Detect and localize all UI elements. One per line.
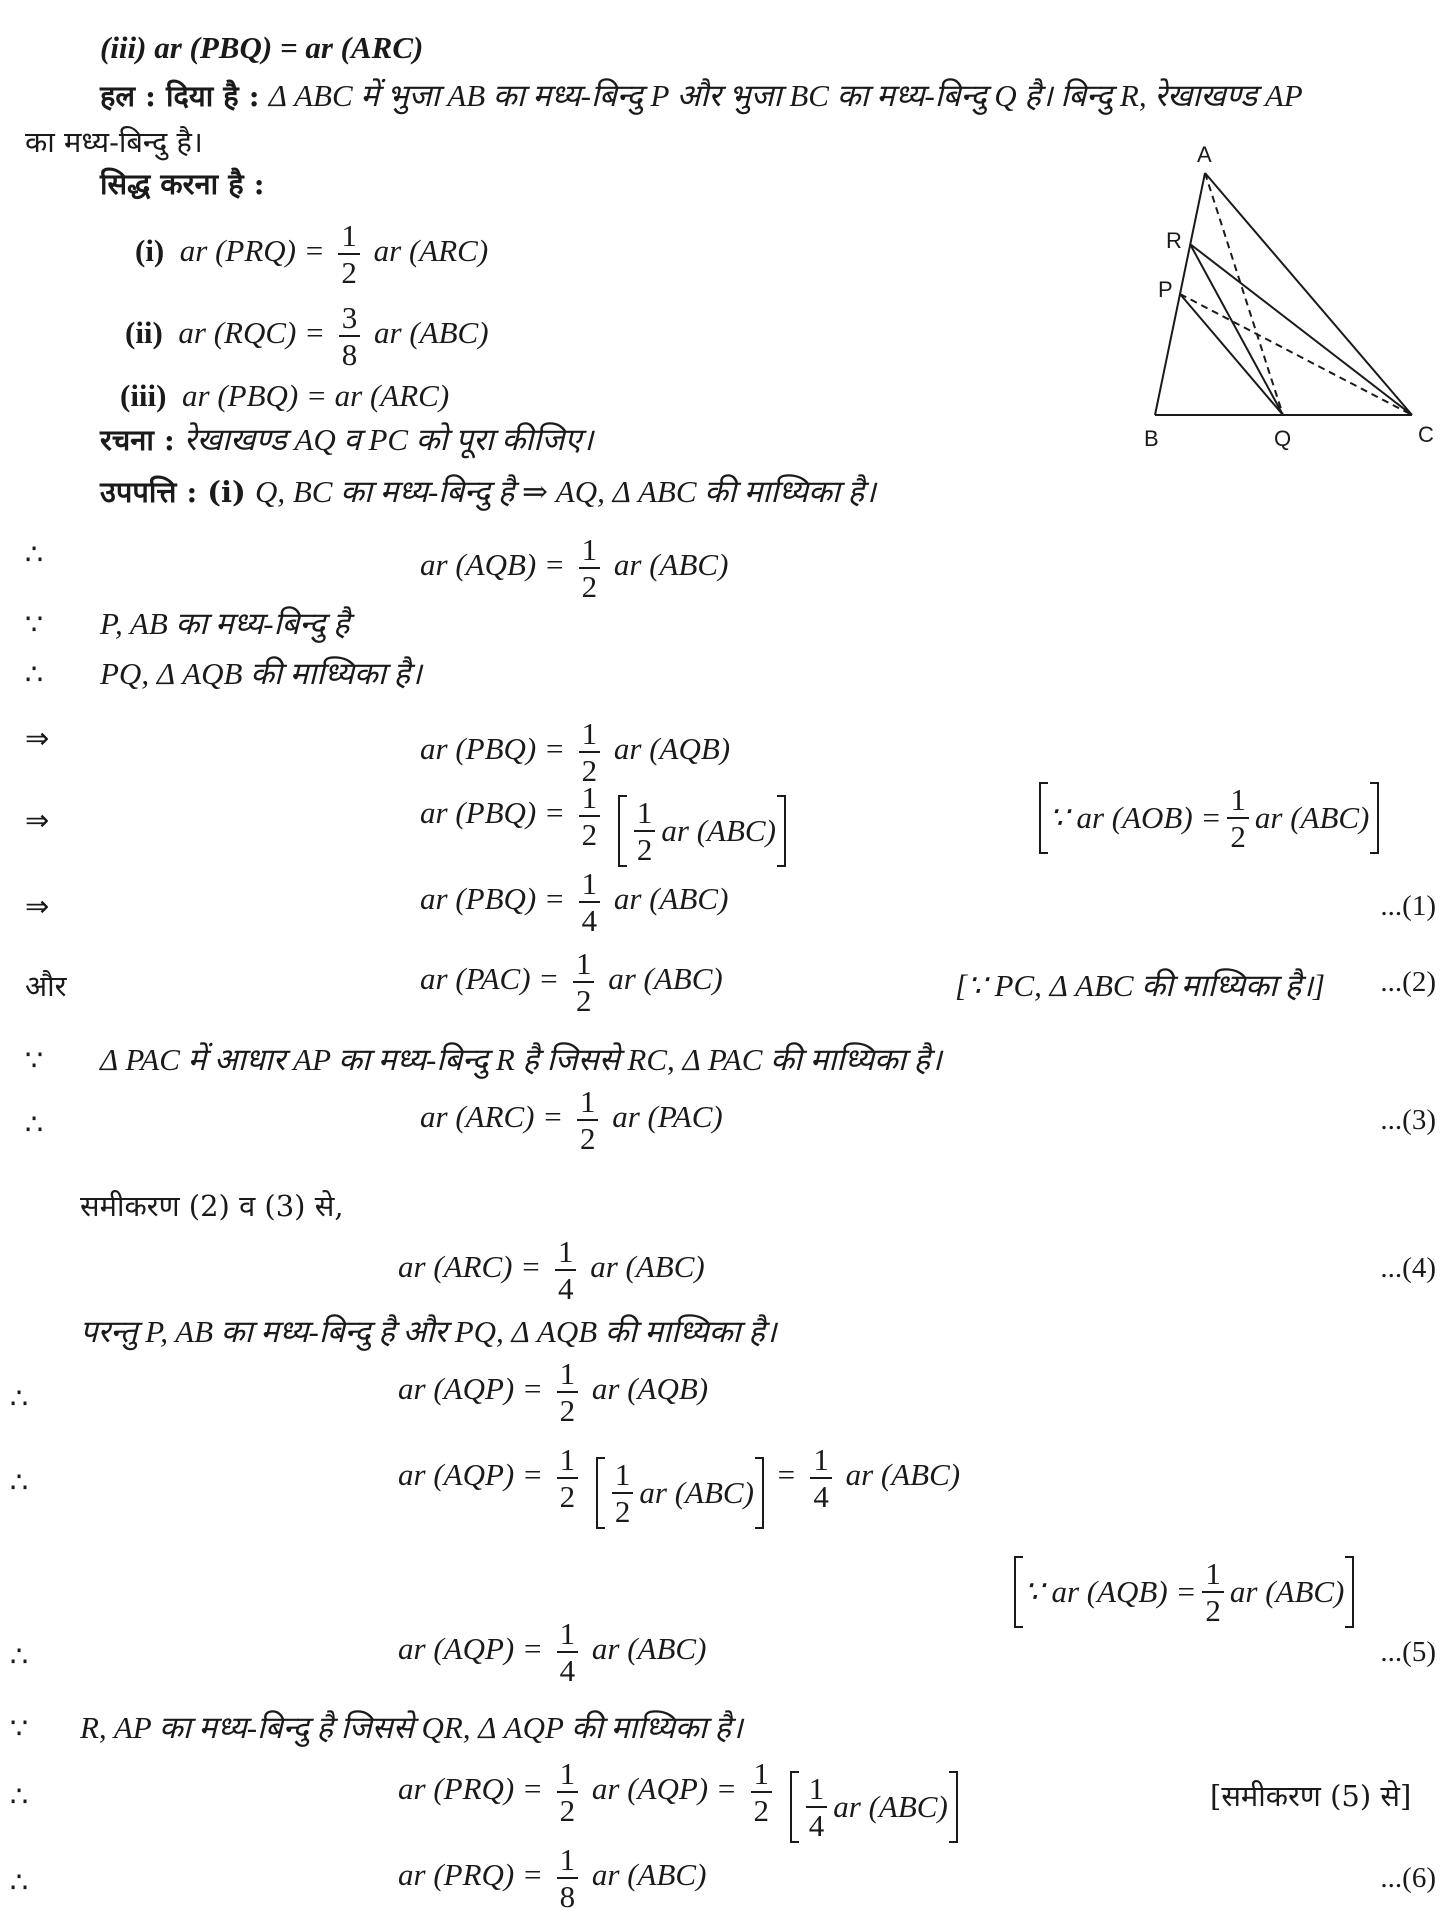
- label-p: P: [1158, 277, 1173, 302]
- statement-8: Δ PAC में आधार AP का मध्य-बिन्दु R है जिससे RC, Δ PAC की माध्यिका है।: [100, 1042, 942, 1077]
- equation-tag-4: ...(4): [1380, 1252, 1436, 1284]
- equation-6: ar (PBQ) = $\frac{1}{4}$ ar (ABC): [420, 866, 729, 938]
- equation-tag-2: ...(2): [1380, 966, 1436, 998]
- bracket: ∵ ar (AQB) = $\frac{1}{2}$ ar (ABC): [1014, 1556, 1354, 1628]
- given-text-1: Δ ABC में भुजा AB का मध्य-बिन्दु P और भुजा BC का मध्य-बिन्दु Q है। बिन्दु R, रेखाखण्ड AP: [268, 78, 1303, 113]
- fraction: $\frac{1}{2}$: [612, 1459, 634, 1527]
- fraction: $\frac{1}{2}$: [577, 1086, 599, 1154]
- bracket: $\frac{1}{4}$ ar (ABC): [790, 1771, 958, 1843]
- fraction: $\frac{1}{2}$: [634, 797, 656, 865]
- label-r: R: [1166, 228, 1182, 253]
- prove-item-3: [120, 376, 449, 416]
- fraction: $\frac{1}{2}$: [557, 1444, 579, 1512]
- fraction: $\frac{1}{2}$: [579, 718, 601, 786]
- fraction: $\frac{1}{2}$: [573, 948, 595, 1016]
- fraction: $\frac{1}{8}$: [557, 1844, 579, 1912]
- note-18: [समीकरण (5) से]: [1210, 1779, 1412, 1813]
- fraction: $\frac{1}{2}$: [1227, 784, 1249, 852]
- equation-tag-5: ...(5): [1380, 1636, 1436, 1668]
- bracket: ∵ ar (AOB) = $\frac{1}{2}$ ar (ABC): [1039, 782, 1379, 854]
- side-ac: [1205, 173, 1412, 415]
- triangle-figure: [1130, 140, 1440, 460]
- equation-tag-1: ...(1): [1380, 890, 1436, 922]
- note-15: [1010, 1556, 1358, 1628]
- fraction: $\frac{1}{4}$: [555, 1236, 577, 1304]
- therefore-symbol: ∴: [10, 1465, 29, 1499]
- equation-7: ar (PAC) = $\frac{1}{2}$ ar (ABC): [420, 946, 723, 1018]
- equation-13: ar (AQP) = $\frac{1}{2}$ ar (AQB): [398, 1356, 709, 1428]
- construction-text: रेखाखण्ड AQ व PC को पूरा कीजिए।: [183, 422, 594, 457]
- fraction: $\frac{1}{4}$: [806, 1773, 828, 1841]
- label-q: Q: [1274, 426, 1292, 451]
- therefore-symbol: ∴: [25, 657, 44, 691]
- implies-symbol: ⇒: [25, 889, 50, 923]
- fraction: $\frac{3}{8}$: [339, 302, 361, 370]
- proof-label: उपपत्ति : (i): [100, 475, 246, 509]
- prove-item-1-rhs: ar (ARC): [373, 233, 489, 269]
- bracket: $\frac{1}{2}$ ar (ABC): [618, 795, 786, 867]
- prove-item-1-number: (i): [135, 233, 165, 269]
- fraction: $\frac{1}{2}$: [751, 1758, 773, 1826]
- note-5: [1035, 782, 1383, 854]
- bracket: $\frac{1}{2}$ ar (ABC): [596, 1457, 764, 1529]
- to-prove-label: सिद्ध करना है :: [100, 167, 265, 201]
- equation-11: ar (ARC) = $\frac{1}{4}$ ar (ABC): [398, 1234, 705, 1306]
- construction-line: [100, 420, 593, 460]
- therefore-symbol: ∴: [10, 1639, 29, 1673]
- prove-item-2: [125, 302, 489, 370]
- fraction: $\frac{1}{2}$: [557, 1758, 579, 1826]
- equation-14: ar (AQP) = $\frac{1}{2}$ $\frac{1}{2}$ ar (ABC) = $\frac{1}{4}$ ar (ABC): [398, 1442, 961, 1530]
- label-c: C: [1418, 422, 1434, 447]
- prove-item-2-number: (ii): [125, 315, 163, 351]
- equation-tag-3: ...(3): [1380, 1104, 1436, 1136]
- segment-pq: [1180, 294, 1283, 415]
- fraction: $\frac{1}{4}$: [810, 1444, 832, 1512]
- therefore-symbol: ∴: [25, 1107, 44, 1141]
- prove-item-3-lhs: ar (PBQ) = ar (ARC): [182, 378, 450, 413]
- statement-2: P, AB का मध्य-बिन्दु है: [100, 606, 350, 641]
- because-symbol: ∵: [10, 1711, 29, 1745]
- equation-18: ar (PRQ) = $\frac{1}{2}$ ar (AQP) = $\frac{1}{2}$ $\frac{1}{4}$ ar (ABC): [398, 1758, 962, 1843]
- fraction: $\frac{1}{4}$: [557, 1618, 579, 1686]
- because-symbol: ∵: [25, 607, 44, 641]
- statement-12: परन्तु P, AB का मध्य-बिन्दु है और PQ, Δ AQB की माध्यिका है।: [80, 1314, 777, 1349]
- label-b: B: [1144, 426, 1159, 451]
- therefore-symbol: ∴: [25, 537, 44, 571]
- equation-5: ar (PBQ) = $\frac{1}{2}$ $\frac{1}{2}$ ar (ABC): [420, 782, 790, 867]
- implies-symbol: ⇒: [25, 721, 50, 755]
- fraction: $\frac{1}{2}$: [579, 782, 601, 850]
- prove-item-1-lhs: ar (PRQ) =: [179, 233, 325, 269]
- therefore-symbol: ∴: [10, 1865, 29, 1899]
- therefore-symbol: ∴: [10, 1779, 29, 1813]
- prove-item-2-rhs: ar (ABC): [374, 315, 489, 351]
- statement-17: R, AP का मध्य-बिन्दु है जिससे QR, Δ AQP की माध्यिका है।: [80, 1710, 743, 1745]
- given-line-1: [100, 76, 1303, 116]
- construction-label: रचना :: [100, 423, 175, 457]
- prove-item-2-lhs: ar (RQC) =: [178, 315, 326, 351]
- equation-19: ar (PRQ) = $\frac{1}{8}$ ar (ABC): [398, 1842, 707, 1914]
- page-heading: (iii) ar (PBQ) = ar (ARC): [100, 30, 424, 65]
- solution-label: हल : दिया है :: [100, 79, 260, 113]
- equation-9: ar (ARC) = $\frac{1}{2}$ ar (PAC): [420, 1084, 723, 1156]
- because-symbol: ∵: [25, 1043, 44, 1077]
- label-a: A: [1197, 142, 1212, 167]
- fraction: $\frac{1}{4}$: [579, 868, 601, 936]
- proof-text: Q, BC का मध्य-बिन्दु है ⇒ AQ, Δ ABC की माध्यिका है।: [254, 474, 876, 509]
- fraction: $\frac{1}{2}$: [338, 220, 360, 288]
- statement-3: PQ, Δ AQB की माध्यिका है।: [100, 656, 422, 691]
- and-word: और: [25, 969, 67, 1003]
- note-7: [∵ PC, Δ ABC की माध्यिका है।]: [955, 968, 1326, 1003]
- fraction: $\frac{1}{2}$: [1202, 1558, 1224, 1626]
- proof-line: [100, 472, 876, 512]
- segment-pc: [1180, 294, 1412, 415]
- prove-item-3-number: (iii): [120, 378, 167, 413]
- equation-tag-6: ...(6): [1380, 1862, 1436, 1894]
- equation-16: ar (AQP) = $\frac{1}{4}$ ar (ABC): [398, 1616, 707, 1688]
- therefore-symbol: ∴: [10, 1381, 29, 1415]
- given-line-2: का मध्य-बिन्दु है।: [25, 125, 203, 159]
- statement-10: समीकरण (2) व (3) से,: [80, 1189, 344, 1223]
- prove-item-1: [135, 220, 488, 288]
- equation-4: ar (PBQ) = $\frac{1}{2}$ ar (AQB): [420, 716, 731, 788]
- equation-1: ar (AQB) = $\frac{1}{2}$ ar (ABC): [420, 532, 729, 604]
- segment-rc: [1190, 244, 1412, 415]
- fraction: $\frac{1}{2}$: [557, 1358, 579, 1426]
- implies-symbol: ⇒: [25, 803, 50, 837]
- fraction: $\frac{1}{2}$: [579, 534, 601, 602]
